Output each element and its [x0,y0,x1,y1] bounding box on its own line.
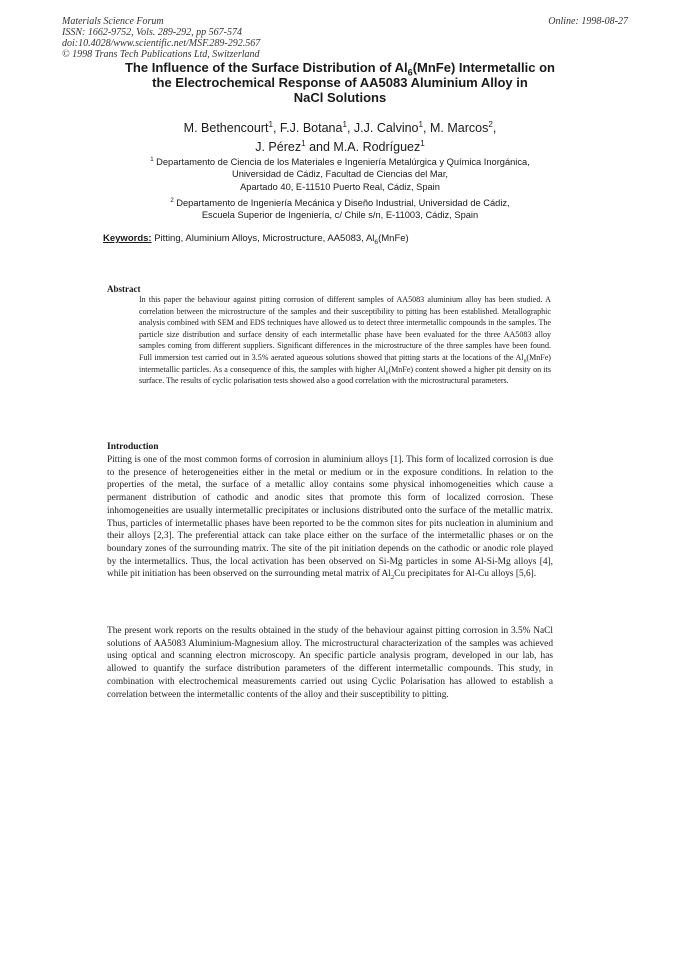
journal-name: Materials Science Forum [62,16,164,27]
keywords-label: Keywords: [103,233,152,244]
online-date: Online: 1998-08-27 [548,16,628,27]
author-list [90,117,590,155]
journal-doi[interactable]: doi:10.4028/www.scientific.net/MSF.289-292.567 [62,38,261,49]
journal-header [62,16,260,60]
introduction-heading: Introduction [107,442,159,452]
journal-issn: ISSN: 1662-9752, Vols. 289-292, pp 567-574 [62,27,242,38]
journal-copyright: © 1998 Trans Tech Publications Ltd, Switzerland [62,49,260,60]
affiliation-1: $^1$ Departamento de Ciencia de los Materiales e Ingeniería Metalúrgica y Química Inorgánica, Universidad de Cádiz, Facultad de Ciencias del Mar, Apartado 40, E-11510 Puerto Real, Cádiz, Spain [150,157,530,192]
abstract-text: In this paper the behaviour against pitting corrosion of different samples of AA5083 aluminium alloy has been studied. A correlation between the microstructure of the samples and their susceptibility to pitting has been established. Metallographic analysis combined with SEM and EDS techniques have allowed us to detect three intermetallic compounds in the samples. The particle size distribution and surface density of each intermetallic phase have been evaluated for the three AA5083 alloy samples coming from different suppliers. Significant differences in the microstructure of the three samples have been found. Full immersion test carried out in 3.5% aerated aqueous solutions showed that pitting starts at the locations of the $Al_6(MnFe)$ intermetallic particles. As a consequence of this, the samples with higher $Al_6(MnFe)$ content showed a higher pit density on its surface. The results of cyclic polarisation tests showed also a good correlation with the microstructural parameters. [139,295,551,386]
introduction-paragraph-2: The present work reports on the results obtained in the study of the behaviour against pitting corrosion in 3.5% NaCl solutions of AA5083 Aluminium-Magnesium alloy. The microstructural characterization of the samples was achieved using optical and scanning electron microscopy. An specific particle analysis program, developed in our lab, has allowed to quantify the surface distribution parameters of the different intermetallic compounds. This study, in combination with electrochemical measurements carried out using Cyclic Polarisation has allowed to establish a correlation between the intermetallic contents of the alloy and their susceptibility to pitting. [107,626,553,700]
introduction-paragraph-1: Pitting is one of the most common forms of corrosion in aluminium alloys [1]. This form of localized corrosion is due to the presence of heterogeneities either in the metal or medium or in the exposure conditions. In relation to the properties of the metal, the surface of a metallic alloy contains some physical inhomogeneities which cause a permanent distribution of cathodic and anodic sites that promote this form of localized corrosion. These inhomogeneities are usually intermetallic precipitates or inclusions distributed onto the surface of the metallic matrix. Thus, particles of intermetallic phases have been reported to be the common sites for pits nucleation in aluminium and their alloys [2,3]. The preferential attack can take place either on the surface of the intermetallic phases or on the boundary zones of the surrounding matrix. The site of the pit initiation depends on the cathodic or anodic role played by the intermetallics. Thus, the local activation has been observed on Si-Mg particles in some Al-Si-Mg alloys [4], while pit initiation has been observed on the surrounding metal matrix of $Al_2Cu$ precipitates for Al-Cu alloys [5,6]. [107,455,553,582]
affiliation-2: $^2$ Departamento de Ingeniería Mecánica y Diseño Industrial, Universidad de Cádiz, Escuela Superior de Ingeniería, c/ Chile s/n, E-11003, Cádiz, Spain [170,198,510,221]
keywords: Keywords: Pitting, Aluminium Alloys, Microstructure, AA5083, $Al_6(MnFe)$ [103,233,409,246]
paper-title [90,60,590,105]
title-line-2: the Electrochemical Response of AA5083 Aluminium Alloy in [152,75,528,90]
title-line-3: NaCl Solutions [293,90,387,105]
authors-line-1: M. Bethencourt$^1$, F.J. Botana$^1$, J.J. Calvino$^1$, M. Marcos$^2$, [183,120,497,136]
authors-line-2: J. Pérez$^1$ and M.A. Rodríguez$^1$ [255,139,425,155]
title-line-1: The Influence of the Surface Distribution of $Al_6(MnFe)$ Intermetallic on [124,60,555,78]
abstract-heading: Abstract [107,284,141,294]
keywords-text: Pitting, Aluminium Alloys, Microstructure, AA5083, Al [151,233,375,244]
